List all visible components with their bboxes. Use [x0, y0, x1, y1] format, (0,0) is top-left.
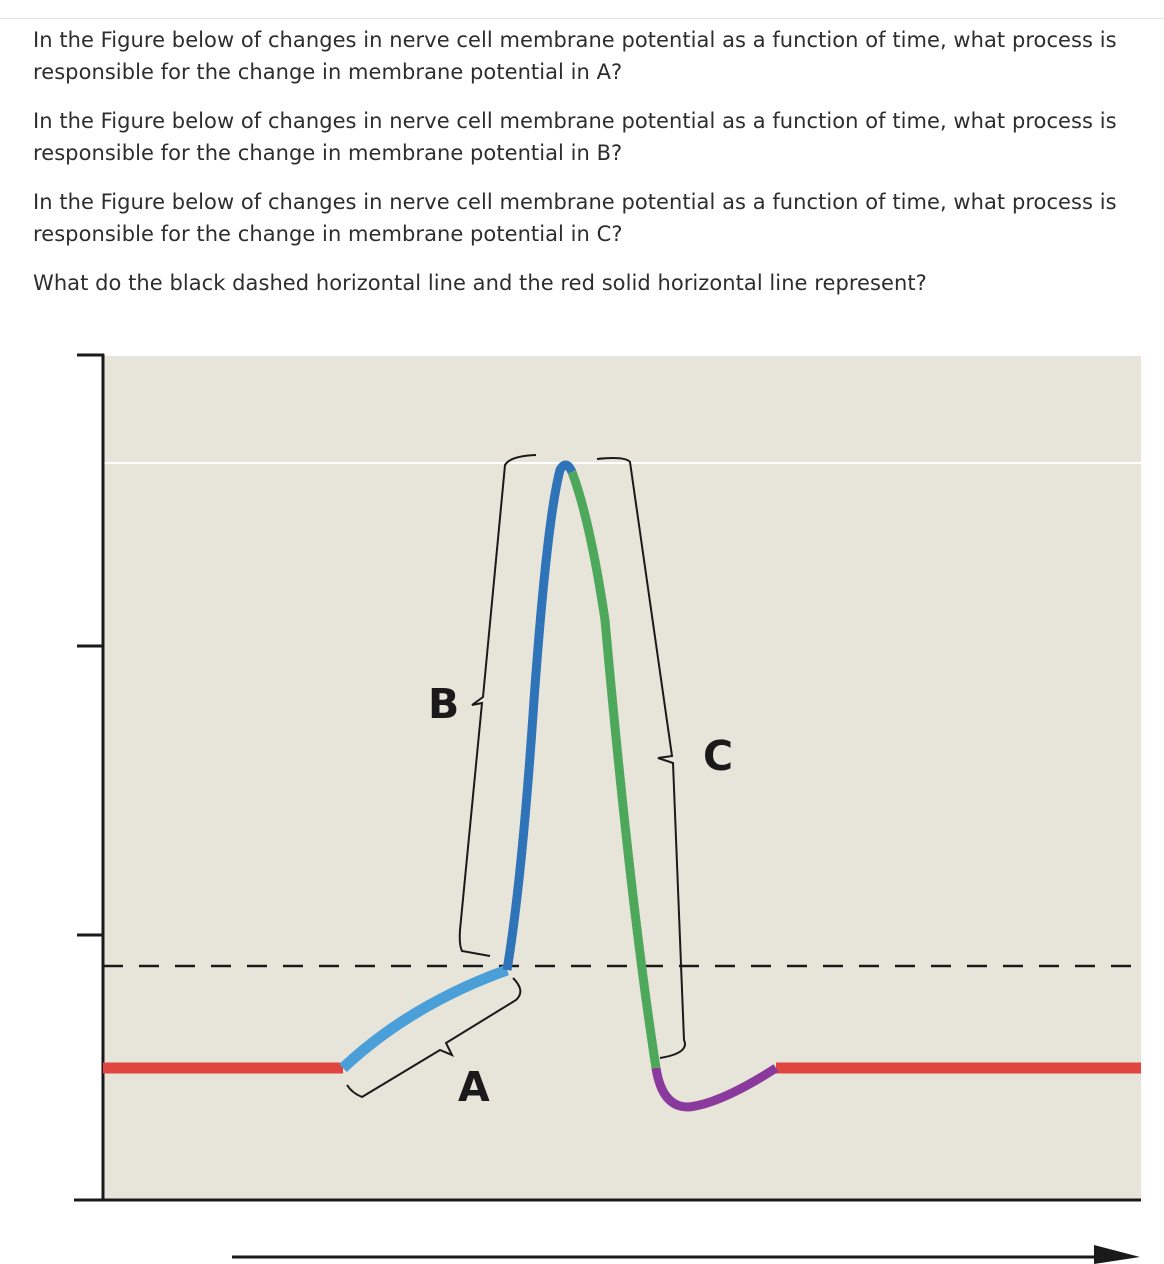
- question-lines: What do the black dashed horizontal line and the red solid horizontal line represent?: [33, 271, 927, 295]
- label-b: B: [428, 680, 460, 728]
- question-c: In the Figure below of changes in nerve cell membrane potential as a function of time, what process is responsible for the change in membrane potential in C?: [33, 190, 1117, 246]
- time-arrow-head: [1094, 1245, 1140, 1264]
- label-a: A: [458, 1063, 490, 1111]
- label-c: C: [703, 732, 734, 780]
- question-a: In the Figure below of changes in nerve cell membrane potential as a function of time, what process is responsible for the change in membrane potential in A?: [33, 28, 1117, 84]
- question-b: In the Figure below of changes in nerve cell membrane potential as a function of time, what process is responsible for the change in membrane potential in B?: [33, 109, 1117, 165]
